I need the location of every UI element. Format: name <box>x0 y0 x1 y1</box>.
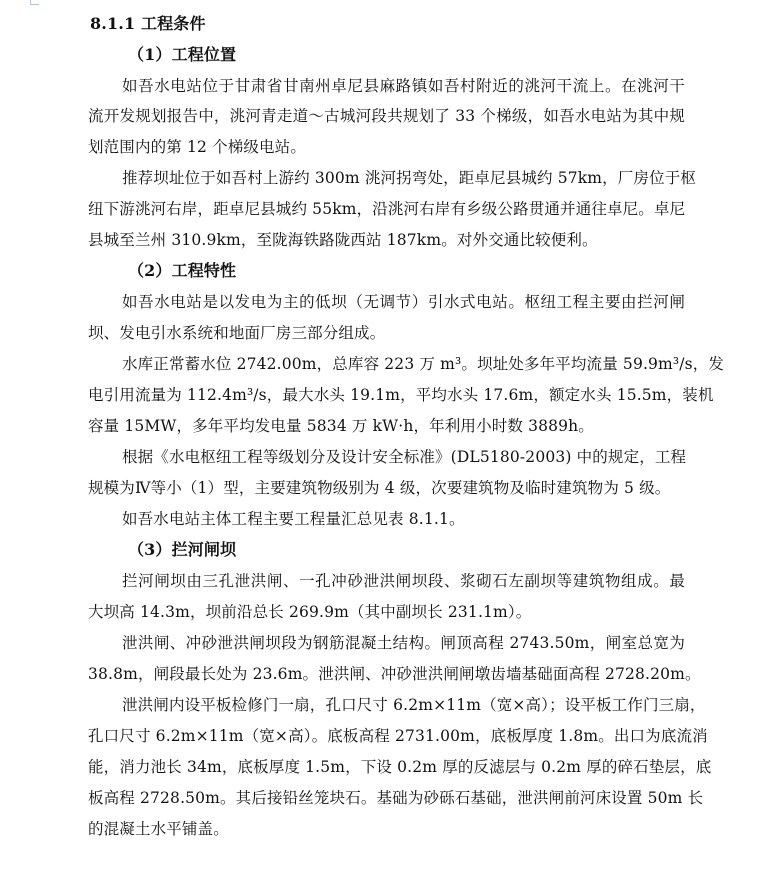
paragraph-line: 孔口尺寸 6.2m×11m（宽×高）。底板高程 2731.00m，底板厚度 1.8m。出口为底流消 <box>88 727 708 745</box>
paragraph-line: 规模为Ⅳ等小（1）型，主要建筑物级别为 4 级，次要建筑物及临时建筑物为 5 级。 <box>88 479 671 497</box>
section-title: 8.1.1 工程条件 <box>90 14 206 33</box>
paragraph-line: 如吾水电站是以发电为主的低坝（无调节）引水式电站。枢纽工程主要由拦河闸 <box>122 293 685 311</box>
paragraph-line: 38.8m，闸段最长处为 23.6m。泄洪闸、冲砂泄洪闸闸墩齿墙基础面高程 2728.20m。 <box>88 665 701 683</box>
paragraph-line: 如吾水电站主体工程主要工程量汇总见表 8.1.1。 <box>122 510 465 528</box>
paragraph-line: 泄洪闸内设平板检修门一扇，孔口尺寸 6.2m×11m（宽×高）；设平板工作门三扇， <box>122 696 706 714</box>
paragraph-line: 流开发规划报告中，洮河青走道～古城河段共规划了 33 个梯级，如吾水电站为其中规 <box>88 107 685 125</box>
paragraph-line: 纽下游洮河右岸，距卓尼县城约 55km，沿洮河右岸有乡级公路贯通并通往卓尼。卓尼 <box>88 200 686 218</box>
paragraph-line: 水库正常蓄水位 2742.00m，总库容 223 万 m³。坝址处多年平均流量 59.9m³/s，发 <box>122 355 725 373</box>
subsection-heading-characteristics: （2）工程特性 <box>128 261 237 280</box>
paragraph-line: 电引用流量为 112.4m³/s，最大水头 19.1m，平均水头 17.6m，额定水头 15.5m，装机 <box>88 386 714 404</box>
paragraph-line: 坝、发电引水系统和地面厂房三部分组成。 <box>88 324 386 342</box>
paragraph-line: 大坝高 14.3m，坝前沿总长 269.9m（其中副坝长 231.1m）。 <box>88 603 532 621</box>
paragraph-line: 板高程 2728.50m。其后接铅丝笼块石。基础为砂砾石基础，泄洪闸前河床设置 50m 长 <box>88 789 704 807</box>
paragraph-line: 拦河闸坝由三孔泄洪闸、一孔冲砂泄洪闸坝段、浆砌石左副坝等建筑物组成。最 <box>122 572 685 590</box>
paragraph-line: 泄洪闸、冲砂泄洪闸坝段为钢筋混凝土结构。闸顶高程 2743.50m，闸室总宽为 <box>122 634 685 652</box>
subsection-heading-location: （1）工程位置 <box>128 45 237 64</box>
paragraph-line: 的混凝土水平铺盖。 <box>88 820 229 838</box>
subsection-heading-barrage: （3）拦河闸坝 <box>128 540 237 559</box>
paragraph-line: 容量 15MW，多年平均发电量 5834 万 kW·h，年利用小时数 3889h。 <box>88 417 594 435</box>
paragraph-line: 县城至兰州 310.9km，至陇海铁路陇西站 187km。对外交通比较便利。 <box>88 231 598 249</box>
paragraph-line: 推荐坝址位于如吾村上游约 300m 洮河拐弯处，距卓尼县城约 57km，厂房位于枢 <box>122 169 697 187</box>
paragraph-line: 划范围内的第 12 个梯级电站。 <box>88 138 306 156</box>
paragraph-line: 能，消力池长 34m，底板厚度 1.5m，下设 0.2m 厚的反滤层与 0.2m 厚的碎石垫层，底 <box>88 758 712 776</box>
paragraph-line: 根据《水电枢纽工程等级划分及设计安全标准》(DL5180-2003) 中的规定，工程 <box>122 448 687 466</box>
paragraph-line: 如吾水电站位于甘肃省甘南州卓尼县麻路镇如吾村附近的洮河干流上。在洮河干 <box>122 77 685 95</box>
page-corner-mark <box>30 0 39 5</box>
